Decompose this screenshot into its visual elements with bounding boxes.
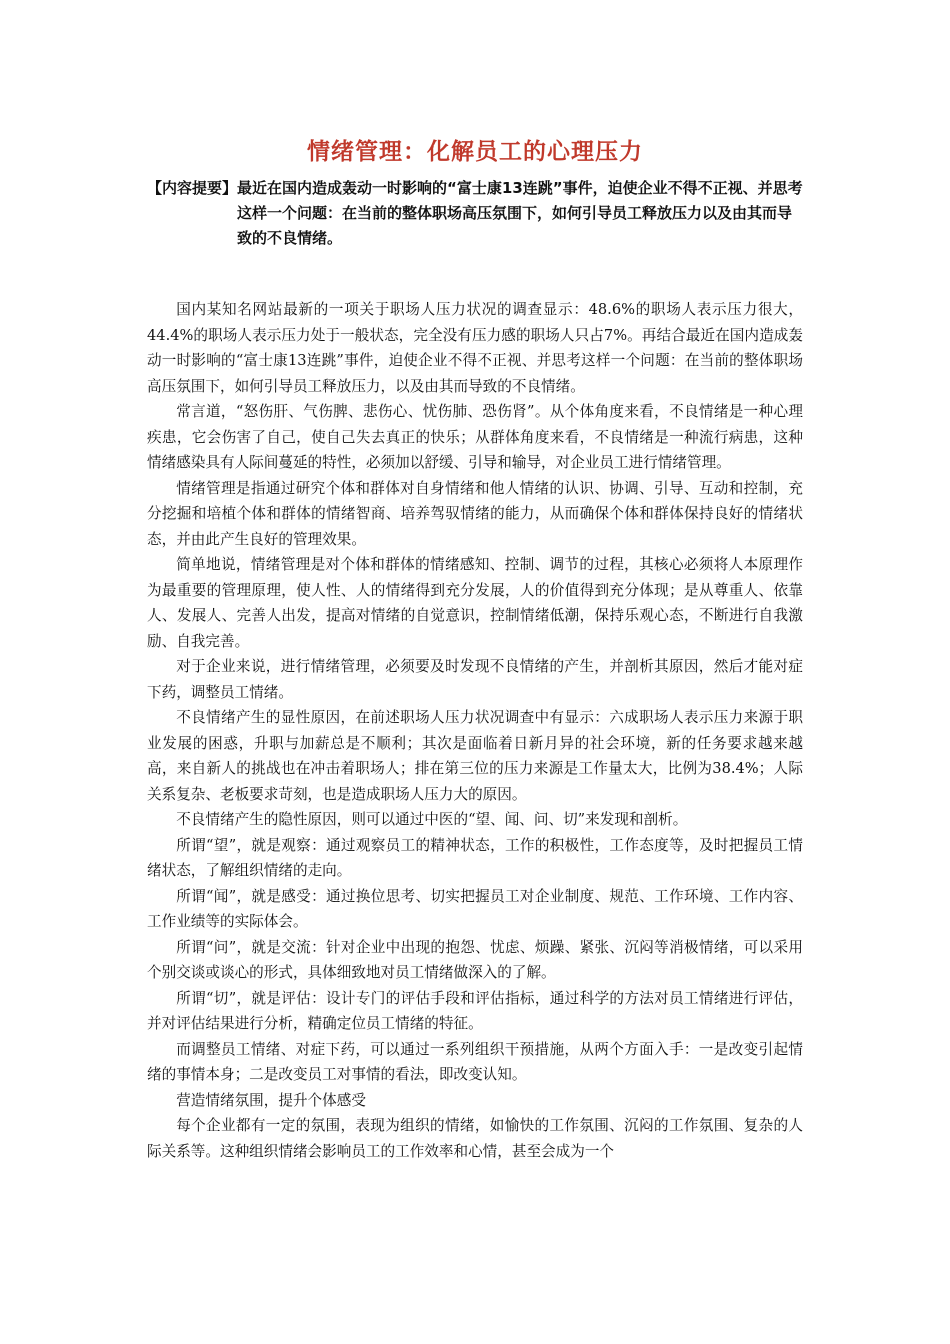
paragraph: 每个企业都有一定的氛围，表现为组织的情绪，如愉快的工作氛围、沉闷的工作氛围、复杂的人际关系等。这种组织情绪会影响员工的工作效率和心情，甚至会成为一个 [147, 1117, 803, 1160]
paragraph: 不良情绪产生的隐性原因，则可以通过中医的“望、闻、问、切”来发现和剖析。 [176, 811, 688, 828]
paragraph: 所谓“问”，就是交流：针对企业中出现的抱怨、忧虑、烦躁、紧张、沉闷等消极情绪，可以采用个别交谈或谈心的形式，具体细致地对员工情绪做深入的了解。 [147, 938, 803, 981]
paragraph: 而调整员工情绪、对症下药，可以通过一系列组织干预措施，从两个方面入手：一是改变引起情绪的事情本身；二是改变员工对事情的看法，即改变认知。 [147, 1040, 803, 1083]
paragraph: 常言道，“怒伤肝、气伤脾、悲伤心、忧伤肺、恐伤肾”。从个体角度来看，不良情绪是一种心理疾患，它会伤害了自己，使自己失去真正的快乐；从群体角度来看，不良情绪是一种流行病患，这种情绪感染具有人际间蔓延的特性，必须加以舒缓、引导和输导，对企业员工进行情绪管理。 [147, 403, 803, 471]
summary-label: 【内容提要】 [147, 179, 238, 197]
document-body [147, 297, 803, 1164]
paragraph: 所谓“切”，就是评估：设计专门的评估手段和评估指标，通过科学的方法对员工情绪进行评估，并对评估结果进行分析，精确定位员工情绪的特征。 [147, 989, 803, 1032]
paragraph: 所谓“闻”，就是感受：通过换位思考、切实把握员工对企业制度、规范、工作环境、工作内容、工作业绩等的实际体会。 [147, 887, 803, 930]
summary-text: 最近在国内造成轰动一时影响的“富士康13连跳”事件，迫使企业不得不正视、并思考这样一个问题：在当前的整体职场高压氛围下，如何引导员工释放压力以及由其而导致的不良情绪。 [237, 179, 803, 247]
paragraph: 国内某知名网站最新的一项关于职场人压力状况的调查显示：48.6%的职场人表示压力很大，44.4%的职场人表示压力处于一般状态，完全没有压力感的职场人只占7%。再结合最近在国内造成轰动一时影响的“富士康13连跳”事件，迫使企业不得不正视、并思考这样一个问题：在当前的整体职场高压氛围下，如何引导员工释放压力，以及由其而导致的不良情绪。 [147, 301, 803, 395]
paragraph: 简单地说，情绪管理是对个体和群体的情绪感知、控制、调节的过程，其核心必须将人本原理作为最重要的管理原理，使人性、人的情绪得到充分发展，人的价值得到充分体现；是从尊重人、依靠人、发展人、完善人出发，提高对情绪的自觉意识，控制情绪低潮，保持乐观心态，不断进行自我激励、自我完善。 [147, 556, 803, 650]
paragraph: 对于企业来说，进行情绪管理，必须要及时发现不良情绪的产生，并剖析其原因，然后才能对症下药，调整员工情绪。 [147, 658, 803, 701]
paragraph: 情绪管理是指通过研究个体和群体对自身情绪和他人情绪的认识、协调、引导、互动和控制，充分挖掘和培植个体和群体的情绪智商、培养驾驭情绪的能力，从而确保个体和群体保持良好的情绪状态，并由此产生良好的管理效果。 [147, 479, 803, 548]
paragraph: 不良情绪产生的显性原因，在前述职场人压力状况调查中有显示：六成职场人表示压力来源于职业发展的困惑，升职与加薪总是不顺利；其次是面临着日新月异的社会环境，新的任务要求越来越高，来自新人的挑战也在冲击着职场人；排在第三位的压力来源是工作量太大，比例为38.4%；人际关系复杂、老板要求苛刻，也是造成职场人压力大的原因。 [147, 709, 803, 803]
document-title: 情绪管理：化解员工的心理压力 [307, 139, 643, 165]
section-heading: 营造情绪氛围，提升个体感受 [176, 1091, 366, 1109]
content-summary [147, 176, 807, 251]
paragraph: 所谓“望”，就是观察：通过观察员工的精神状态，工作的积极性，工作态度等，及时把握员工情绪状态，了解组织情绪的走向。 [147, 836, 803, 879]
